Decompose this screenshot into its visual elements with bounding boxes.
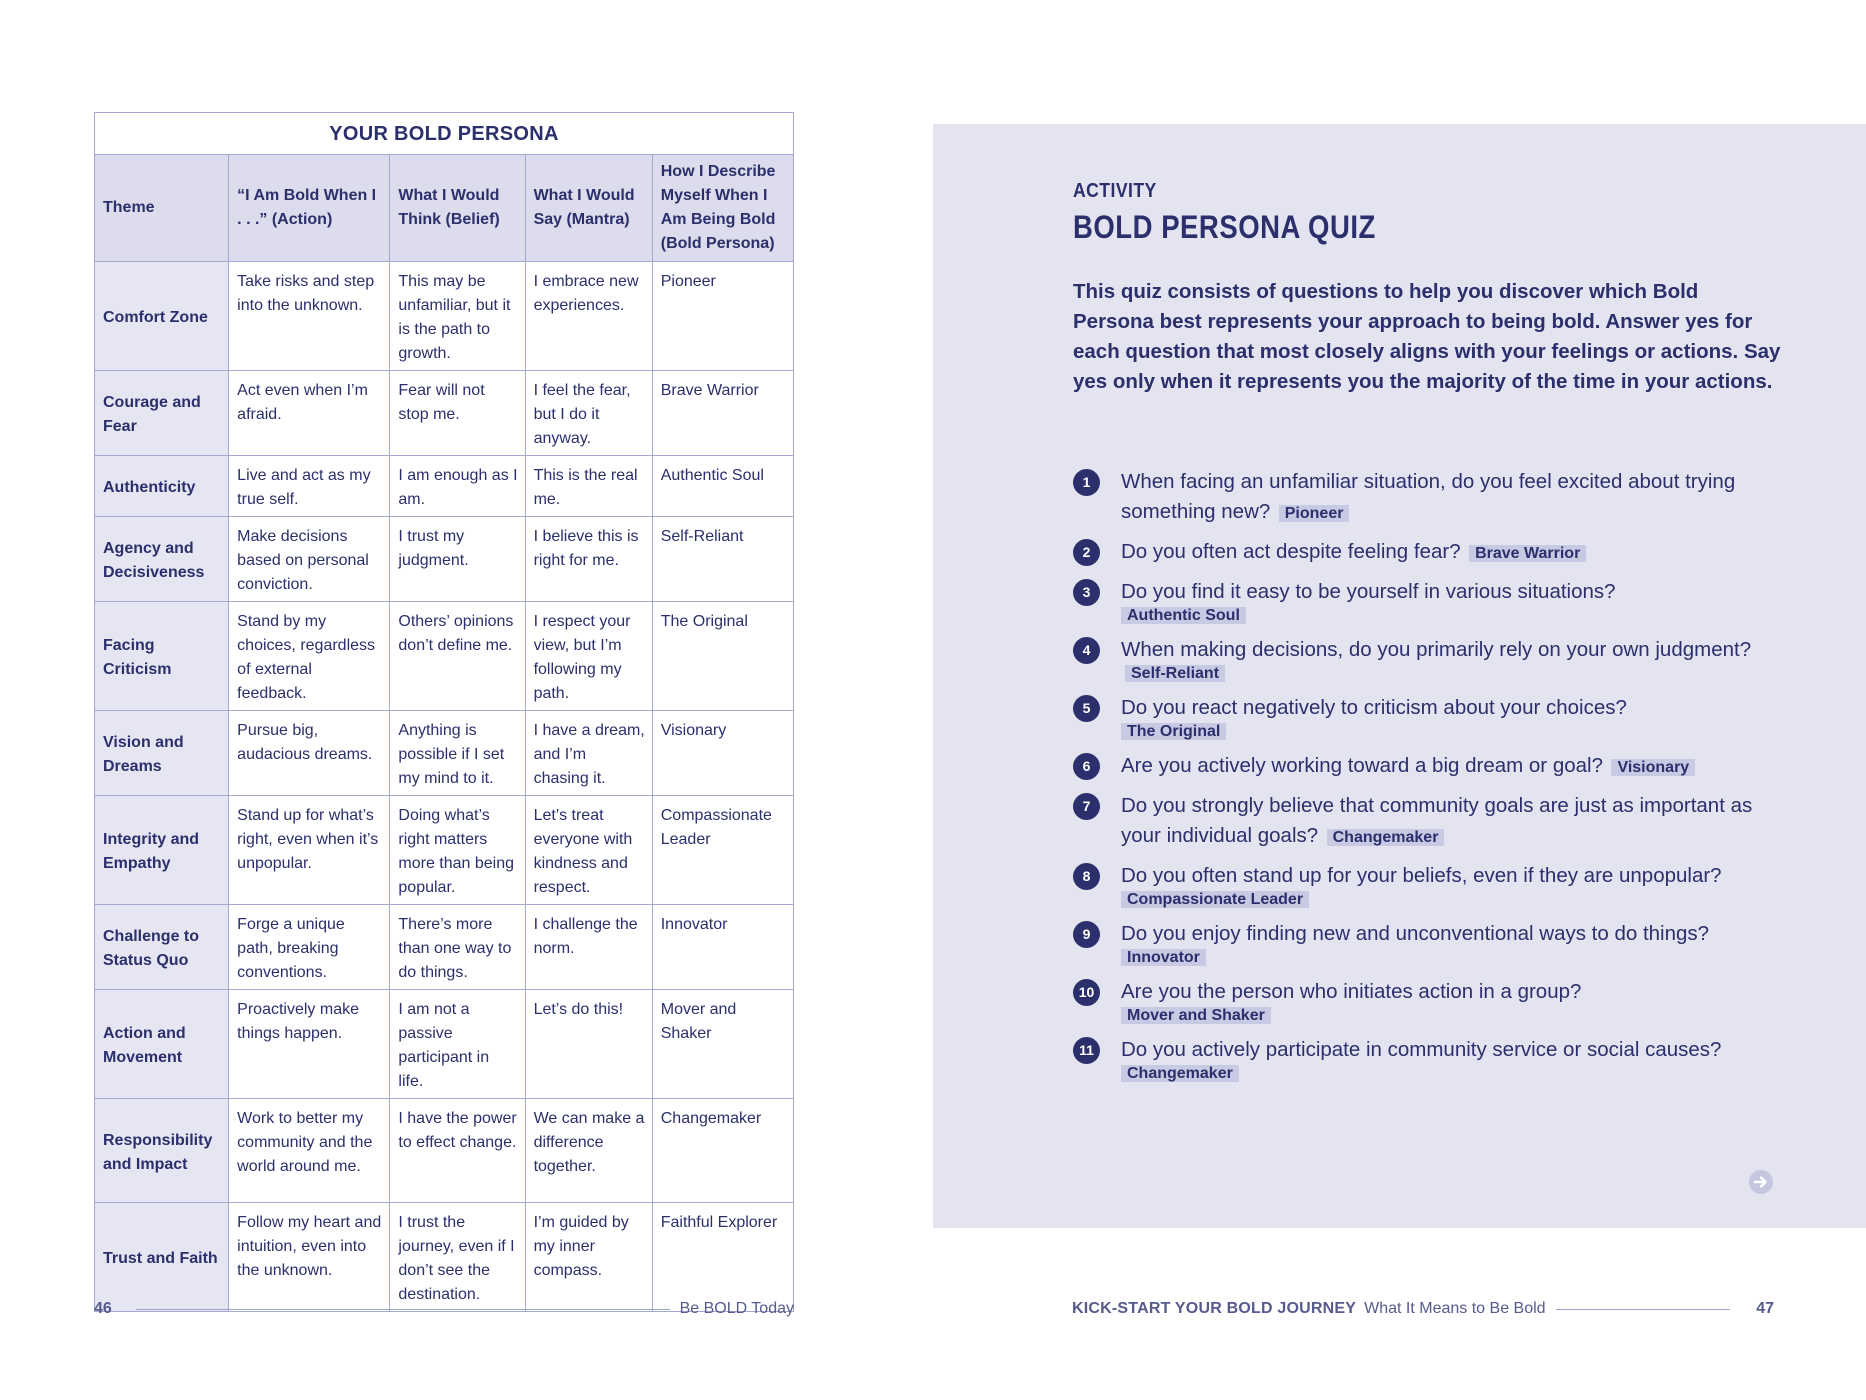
question-text: Do you enjoy finding new and unconventional ways to do things? [1121, 922, 1710, 945]
question-number-badge: 10 [1073, 979, 1100, 1006]
persona-tag: Mover and Shaker [1121, 1007, 1271, 1024]
mantra-cell: I believe this is right for me. [525, 517, 652, 602]
theme-cell: Challenge to Status Quo [95, 905, 229, 990]
persona-cell: The Original [652, 602, 793, 711]
table-row [95, 711, 794, 796]
quiz-question [1073, 467, 1793, 527]
footer-rule [136, 1309, 670, 1310]
left-page-footer [94, 1298, 794, 1320]
belief-cell: This may be unfamiliar, but it is the path to growth. [390, 262, 525, 371]
footer-rule [1556, 1309, 1731, 1310]
question-number-badge: 4 [1073, 637, 1100, 664]
theme-cell: Integrity and Empathy [95, 796, 229, 905]
mantra-cell: Let’s do this! [525, 990, 652, 1099]
quiz-title: BOLD PERSONA QUIZ [1073, 209, 1376, 245]
theme-cell: Action and Movement [95, 990, 229, 1099]
table-row [95, 456, 794, 517]
theme-cell: Courage and Fear [95, 371, 229, 456]
action-cell: Make decisions based on personal conviction. [229, 517, 390, 602]
persona-tag: Visionary [1611, 759, 1695, 776]
belief-cell: I trust the journey, even if I don’t see the destination. [390, 1203, 525, 1312]
belief-cell: I trust my judgment. [390, 517, 525, 602]
column-header: What I Would Say (Mantra) [525, 155, 652, 262]
question-text: Do you actively participate in community service or social causes? [1121, 1038, 1722, 1061]
persona-cell: Changemaker [652, 1099, 793, 1203]
persona-cell: Mover and Shaker [652, 990, 793, 1099]
persona-cell: Faithful Explorer [652, 1203, 793, 1312]
column-header: What I Would Think (Belief) [390, 155, 525, 262]
table-row [95, 905, 794, 990]
table-row [95, 1099, 794, 1203]
belief-cell: I have the power to effect change. [390, 1099, 525, 1203]
table-row [95, 796, 794, 905]
action-cell: Take risks and step into the unknown. [229, 262, 390, 371]
belief-cell: Others’ opinions don’t define me. [390, 602, 525, 711]
question-number-badge: 6 [1073, 753, 1100, 780]
column-header: “I Am Bold When I . . .” (Action) [229, 155, 390, 262]
persona-tag: Compassionate Leader [1121, 891, 1309, 908]
persona-cell: Visionary [652, 711, 793, 796]
question-text: Do you often act despite feeling fear? [1121, 540, 1461, 563]
belief-cell: Fear will not stop me. [390, 371, 525, 456]
mantra-cell: I feel the fear, but I do it anyway. [525, 371, 652, 456]
table-row [95, 262, 794, 371]
theme-cell: Trust and Faith [95, 1203, 229, 1312]
action-cell: Forge a unique path, breaking conventions. [229, 905, 390, 990]
persona-tag: Changemaker [1121, 1065, 1239, 1082]
action-cell: Pursue big, audacious dreams. [229, 711, 390, 796]
action-cell: Stand up for what’s right, even when it’s unpopular. [229, 796, 390, 905]
question-number-badge: 7 [1073, 793, 1100, 820]
activity-kicker: ACTIVITY [1073, 180, 1157, 202]
table-title: YOUR BOLD PERSONA [95, 113, 794, 155]
persona-tag: Innovator [1121, 949, 1206, 966]
mantra-cell: I respect your view, but I’m following my path. [525, 602, 652, 711]
belief-cell: I am enough as I am. [390, 456, 525, 517]
quiz-question [1073, 791, 1793, 851]
persona-cell: Brave Warrior [652, 371, 793, 456]
theme-cell: Comfort Zone [95, 262, 229, 371]
theme-cell: Authenticity [95, 456, 229, 517]
question-number-badge: 11 [1073, 1037, 1100, 1064]
question-number-badge: 2 [1073, 539, 1100, 566]
question-text: Are you the person who initiates action in a group? [1121, 980, 1582, 1003]
action-cell: Follow my heart and intuition, even into the unknown. [229, 1203, 390, 1312]
belief-cell: Anything is possible if I set my mind to it. [390, 711, 525, 796]
page-number: 46 [94, 1300, 112, 1317]
persona-cell: Innovator [652, 905, 793, 990]
quiz-question [1073, 577, 1793, 625]
footer-section-title: KICK-START YOUR BOLD JOURNEY [1072, 1300, 1357, 1317]
page-number: 47 [1756, 1300, 1774, 1317]
quiz-question [1073, 537, 1793, 567]
book-title: Be BOLD Today [679, 1300, 794, 1317]
table-row [95, 602, 794, 711]
quiz-question [1073, 977, 1793, 1025]
quiz-question-list [1073, 467, 1793, 1093]
persona-cell: Compassionate Leader [652, 796, 793, 905]
persona-tag: Authentic Soul [1121, 607, 1246, 624]
quiz-question [1073, 635, 1793, 683]
theme-cell: Responsibility and Impact [95, 1099, 229, 1203]
persona-tag: The Original [1121, 723, 1226, 740]
belief-cell: I am not a passive participant in life. [390, 990, 525, 1099]
action-cell: Work to better my community and the world around me. [229, 1099, 390, 1203]
question-text: Do you react negatively to criticism about your choices? [1121, 696, 1627, 719]
quiz-question [1073, 861, 1793, 909]
quiz-question [1073, 693, 1793, 741]
persona-cell: Pioneer [652, 262, 793, 371]
right-page-footer [1072, 1298, 1774, 1320]
persona-tag: Brave Warrior [1469, 545, 1586, 562]
bold-persona-table [94, 112, 794, 1312]
question-number-badge: 3 [1073, 579, 1100, 606]
persona-tag: Self-Reliant [1125, 665, 1225, 682]
belief-cell: There’s more than one way to do things. [390, 905, 525, 990]
action-cell: Live and act as my true self. [229, 456, 390, 517]
mantra-cell: This is the real me. [525, 456, 652, 517]
quiz-question [1073, 1035, 1793, 1083]
question-text: Do you find it easy to be yourself in various situations? [1121, 580, 1616, 603]
question-number-badge: 5 [1073, 695, 1100, 722]
mantra-cell: I have a dream, and I’m chasing it. [525, 711, 652, 796]
question-number-badge: 9 [1073, 921, 1100, 948]
table-row [95, 1203, 794, 1312]
theme-cell: Agency and Decisiveness [95, 517, 229, 602]
action-cell: Act even when I’m afraid. [229, 371, 390, 456]
question-text: Are you actively working toward a big dream or goal? [1121, 754, 1603, 777]
mantra-cell: We can make a difference together. [525, 1099, 652, 1203]
mantra-cell: I embrace new experiences. [525, 262, 652, 371]
arrow-right-circle-icon[interactable] [1749, 1170, 1773, 1194]
theme-cell: Facing Criticism [95, 602, 229, 711]
mantra-cell: I’m guided by my inner compass. [525, 1203, 652, 1312]
theme-cell: Vision and Dreams [95, 711, 229, 796]
action-cell: Proactively make things happen. [229, 990, 390, 1099]
question-text: When making decisions, do you primarily rely on your own judgment? [1121, 638, 1752, 661]
column-header: How I Describe Myself When I Am Being Bold (Bold Persona) [652, 155, 793, 262]
persona-tag: Changemaker [1327, 829, 1445, 846]
quiz-question [1073, 919, 1793, 967]
question-text: When facing an unfamiliar situation, do you feel excited about trying something new? [1121, 470, 1736, 523]
table-row [95, 990, 794, 1099]
table-row [95, 371, 794, 456]
question-text: Do you strongly believe that community goals are just as important as your individual goals? [1121, 794, 1753, 847]
mantra-cell: Let’s treat everyone with kindness and respect. [525, 796, 652, 905]
quiz-intro: This quiz consists of questions to help you discover which Bold Persona best represents your approach to being bold. Answer yes for each question that most closely aligns with your feelings or actions. Say yes only when it represents you the majority of the time in your actions. [1073, 280, 1781, 393]
footer-chapter-subtitle: What It Means to Be Bold [1364, 1300, 1546, 1317]
table-row [95, 517, 794, 602]
table-header-row [95, 155, 794, 262]
belief-cell: Doing what’s right matters more than being popular. [390, 796, 525, 905]
quiz-question [1073, 751, 1793, 781]
mantra-cell: I challenge the norm. [525, 905, 652, 990]
persona-cell: Authentic Soul [652, 456, 793, 517]
question-number-badge: 1 [1073, 469, 1100, 496]
persona-tag: Pioneer [1279, 505, 1350, 522]
question-number-badge: 8 [1073, 863, 1100, 890]
question-text: Do you often stand up for your beliefs, even if they are unpopular? [1121, 864, 1722, 887]
persona-cell: Self-Reliant [652, 517, 793, 602]
action-cell: Stand by my choices, regardless of external feedback. [229, 602, 390, 711]
column-header: Theme [95, 155, 229, 262]
